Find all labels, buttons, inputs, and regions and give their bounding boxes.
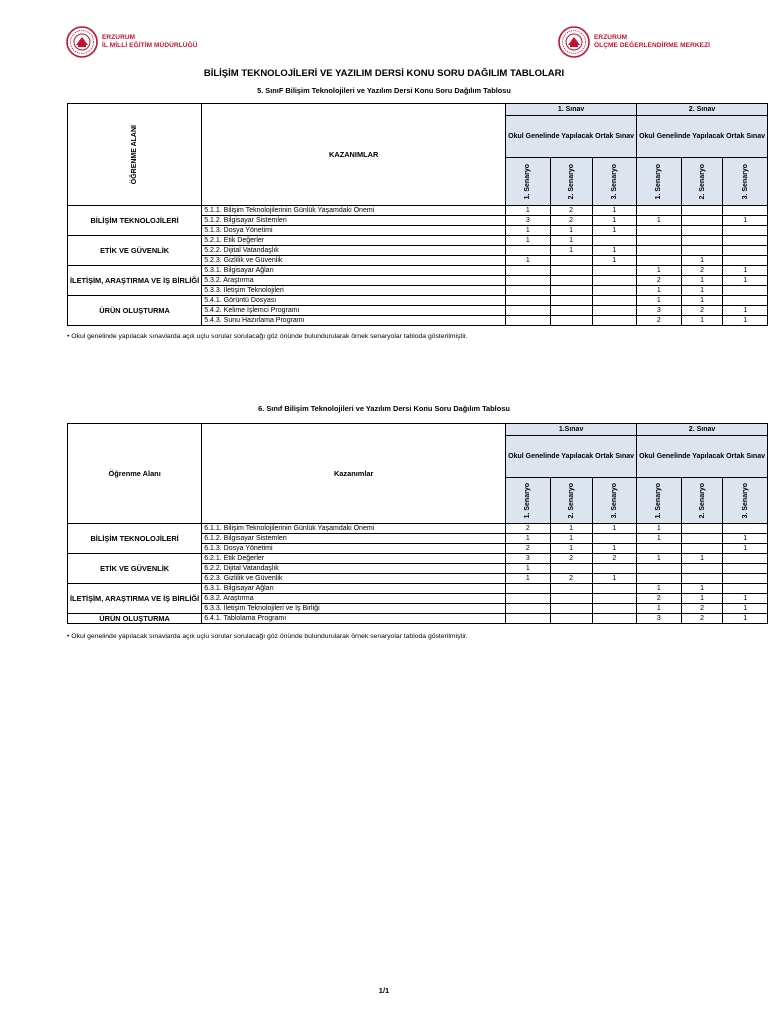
value-cell: 2 [637,276,682,286]
area-cell: BİLİŞİM TEKNOLOJİLERİ [68,206,202,236]
value-cell: 1 [723,216,768,226]
value-cell [681,524,723,534]
value-cell [592,276,637,286]
value-cell [550,296,592,306]
page-title: BİLİŞİM TEKNOLOJİLERİ VE YAZILIM DERSİ KONU SORU DAĞILIM TABLOLARI [203,68,565,79]
table-5-subtitle: 5. SınıF Bilişim Teknolojileri ve Yazılım Dersi Konu Soru Dağılım Tablosu [257,86,511,95]
area-cell: ÜRÜN OLUŞTURMA [68,296,202,326]
value-cell: 1 [681,286,723,296]
value-cell: 1 [681,276,723,286]
value-cell: 1 [723,276,768,286]
value-cell [681,226,723,236]
right-logo-line-2: ÖLÇME DEĞERLENDİRME MERKEZİ [594,42,711,49]
kazanim-cell: 5.3.2. Araştırma [202,276,506,286]
scenario-header: 1. Senaryo [655,163,663,200]
value-cell: 1 [637,554,682,564]
kazanim-cell: 5.3.1. Bilgisayar Ağları [202,266,506,276]
kazanim-cell: 6.4.1. Tablolama Programı [202,614,506,624]
value-cell [550,564,592,574]
value-cell: 1 [506,226,551,236]
value-cell: 1 [681,584,723,594]
value-cell: 1 [681,594,723,604]
value-cell [592,584,637,594]
value-cell: 1 [723,316,768,326]
value-cell [506,246,551,256]
odm-logo [558,26,710,58]
exam-2-header: 2. Sınav [637,104,768,116]
value-cell [723,564,768,574]
value-cell [592,236,637,246]
value-cell [592,286,637,296]
right-logo-line-1: ERZURUM [594,34,628,41]
value-cell: 2 [506,544,551,554]
value-cell: 1 [681,316,723,326]
left-logo-line-2: İL MİLLİ EĞİTİM MÜDÜRLÜĞÜ [102,42,198,49]
meb-seal-icon [558,26,590,58]
value-cell [506,266,551,276]
value-cell: 1 [550,544,592,554]
value-cell [637,246,682,256]
value-cell [723,296,768,306]
value-cell: 1 [637,604,682,614]
value-cell: 1 [506,206,551,216]
area-cell: BİLİŞİM TEKNOLOJİLERİ [68,524,202,554]
value-cell: 1 [723,266,768,276]
value-cell: 1 [592,524,637,534]
value-cell [592,316,637,326]
value-cell [681,236,723,246]
value-cell [550,316,592,326]
scenario-header: 3. Senaryo [610,482,618,519]
value-cell [681,534,723,544]
value-cell [506,296,551,306]
kazanim-cell: 6.1.3. Dosya Yönetimi [202,544,506,554]
value-cell [550,614,592,624]
value-cell: 3 [637,614,682,624]
value-cell: 3 [637,306,682,316]
area-cell: İLETİŞİM, ARAŞTIRMA VE İŞ BİRLİĞİ [68,266,202,296]
value-cell [637,544,682,554]
value-cell [681,564,723,574]
scenario-header: 2. Senaryo [698,163,706,200]
value-cell: 1 [550,534,592,544]
kazanim-cell: 5.4.1. Görüntü Dosyası [202,296,506,306]
value-cell [637,256,682,266]
value-cell [723,524,768,534]
value-cell [723,554,768,564]
value-cell: 1 [550,246,592,256]
table-row [68,296,768,306]
value-cell [506,604,551,614]
kazanim-cell: 6.2.2. Dijital Vatandaşlık [202,564,506,574]
value-cell: 1 [592,226,637,236]
value-cell: 1 [681,256,723,266]
kazanim-cell: 5.4.3. Sunu Hazırlama Programı [202,316,506,326]
value-cell [592,604,637,614]
scenario-header: 1. Senaryo [655,482,663,519]
exam-2-description: Okul Genelinde Yapılacak Ortak Sınav [637,116,768,158]
value-cell [637,564,682,574]
exam-1-header: 1.Sınav [506,424,637,436]
value-cell [723,226,768,236]
value-cell: 1 [637,286,682,296]
area-cell: ETİK VE GÜVENLİK [68,236,202,266]
value-cell: 1 [592,256,637,266]
value-cell [723,246,768,256]
value-cell: 2 [681,614,723,624]
value-cell: 2 [592,554,637,564]
value-cell: 1 [637,524,682,534]
kazanim-cell: 6.2.3. Gizlilik ve Güvenlik [202,574,506,584]
kazanim-header: Kazanımlar [202,424,506,524]
value-cell: 2 [637,594,682,604]
table-6-subtitle: 6. Sınıf Bilişim Teknolojileri ve Yazılım Dersi Konu Soru Dağılım Tablosu [258,404,510,413]
table-row [68,206,768,216]
value-cell [637,574,682,584]
value-cell [592,594,637,604]
value-cell [506,286,551,296]
value-cell [681,246,723,256]
value-cell: 1 [506,534,551,544]
value-cell [550,266,592,276]
value-cell [637,236,682,246]
kazanim-cell: 6.1.2. Bilgisayar Sistemleri [202,534,506,544]
value-cell [723,256,768,266]
table-row [68,236,768,246]
exam-1-description: Okul Genelinde Yapılacak Ortak Sınav [506,116,637,158]
value-cell [506,276,551,286]
kazanim-cell: 5.2.3. Gizlilik ve Güvenlik [202,256,506,266]
value-cell: 3 [506,216,551,226]
value-cell: 3 [506,554,551,564]
value-cell [550,604,592,614]
kazanim-header: KAZANIMLAR [202,104,506,206]
scenario-header: 3. Senaryo [610,163,618,200]
kazanim-cell: 6.3.1. Bilgisayar Ağları [202,584,506,594]
value-cell: 1 [506,574,551,584]
scenario-header: 2. Senaryo [698,482,706,519]
kazanim-cell: 5.1.2. Bilgisayar Sistemleri [202,216,506,226]
value-cell: 1 [723,534,768,544]
value-cell [723,584,768,594]
kazanim-cell: 6.3.3. İletişim Teknolojileri ve İş Birliği [202,604,506,614]
scenario-header: 1. Senaryo [524,163,532,200]
value-cell: 1 [723,614,768,624]
value-cell [506,594,551,604]
kazanim-cell: 6.3.2. Araştırma [202,594,506,604]
meb-logo [66,26,198,58]
value-cell: 2 [506,524,551,534]
value-cell [506,584,551,594]
table-row [68,266,768,276]
value-cell [592,614,637,624]
value-cell [723,236,768,246]
value-cell: 1 [592,574,637,584]
value-cell: 2 [550,574,592,584]
value-cell [550,276,592,286]
exam-1-description: Okul Genelinde Yapılacak Ortak Sınav [506,436,637,478]
scenario-header: 2. Senaryo [567,482,575,519]
exam-2-description: Okul Genelinde Yapılacak Ortak Sınav [637,436,768,478]
kazanim-cell: 6.1.1. Bilişim Teknolojilerinin Günlük Yaşamdaki Önemi [202,524,506,534]
kazanim-cell: 5.1.1. Bilişim Teknolojilerinin Günlük Yaşamdaki Önemi [202,206,506,216]
value-cell [723,286,768,296]
value-cell [592,534,637,544]
page-number: 1/1 [378,986,390,995]
value-cell: 1 [592,206,637,216]
value-cell: 1 [637,266,682,276]
kazanim-cell: 5.2.2. Dijital Vatandaşlık [202,246,506,256]
value-cell: 1 [592,246,637,256]
value-cell [506,316,551,326]
value-cell: 1 [592,544,637,554]
area-cell: ETİK VE GÜVENLİK [68,554,202,584]
value-cell: 2 [637,316,682,326]
scenario-header: 3. Senaryo [741,163,749,200]
scenario-header: 1. Senaryo [524,482,532,519]
value-cell [723,574,768,584]
value-cell [592,296,637,306]
area-cell: İLETİŞİM, ARAŞTIRMA VE İŞ BİRLİĞİ [68,584,202,614]
value-cell: 1 [550,236,592,246]
value-cell: 2 [550,206,592,216]
value-cell: 2 [681,266,723,276]
value-cell: 1 [637,216,682,226]
table-row [68,584,768,594]
table-6-note: • Okul genelinde yapılacak sınavlarda açık uçlu sorular sorulacağı göz önünde bulundurularak örnek senaryolar tabloda gösterilmiştir. [67,633,468,640]
value-cell [637,206,682,216]
exam-2-header: 2. Sınav [637,424,768,436]
value-cell: 2 [681,604,723,614]
table-row [68,614,768,624]
kazanim-cell: 5.3.3. İletişim Teknolojileri [202,286,506,296]
value-cell: 1 [723,544,768,554]
value-cell: 1 [550,226,592,236]
value-cell [550,594,592,604]
value-cell: 1 [723,604,768,614]
kazanim-cell: 6.2.1. Etik Değerler [202,554,506,564]
kazanim-cell: 5.4.2. Kelime İşlemci Programı [202,306,506,316]
area-cell: ÜRÜN OLUŞTURMA [68,614,202,624]
value-cell [681,574,723,584]
value-cell: 1 [550,524,592,534]
value-cell [506,614,551,624]
value-cell: 2 [550,216,592,226]
kazanim-cell: 5.2.1. Etik Değerler [202,236,506,246]
table-6 [67,423,768,624]
value-cell: 1 [506,564,551,574]
table-row [68,554,768,564]
value-cell: 1 [681,554,723,564]
value-cell [550,584,592,594]
area-header-cell [68,104,202,206]
value-cell: 1 [506,256,551,266]
value-cell [592,306,637,316]
value-cell: 2 [550,554,592,564]
value-cell: 1 [723,306,768,316]
area-header: Öğrenme Alanı [68,424,202,524]
table-row [68,524,768,534]
exam-1-header: 1. Sınav [506,104,637,116]
scenario-header: 3. Senaryo [741,482,749,519]
value-cell [637,226,682,236]
meb-seal-icon [66,26,98,58]
value-cell [723,206,768,216]
value-cell: 2 [681,306,723,316]
left-logo-line-1: ERZURUM [102,34,136,41]
table-5 [67,103,768,326]
value-cell: 1 [506,236,551,246]
value-cell [592,266,637,276]
value-cell [681,544,723,554]
value-cell [550,306,592,316]
value-cell: 1 [592,216,637,226]
value-cell [681,216,723,226]
area-header: ÖĞRENME ALANI [131,124,139,185]
table-5-note: • Okul genelinde yapılacak sınavlarda açık uçlu sorular sorulacağı göz önünde bulundurularak örnek senaryolar tabloda gösterilmiştir. [67,333,468,340]
value-cell [506,306,551,316]
value-cell [550,286,592,296]
value-cell: 1 [723,594,768,604]
value-cell [592,564,637,574]
value-cell: 1 [681,296,723,306]
value-cell: 1 [637,534,682,544]
value-cell: 1 [637,296,682,306]
value-cell: 1 [637,584,682,594]
kazanim-cell: 5.1.3. Dosya Yönetimi [202,226,506,236]
scenario-header: 2. Senaryo [567,163,575,200]
value-cell [550,256,592,266]
value-cell [681,206,723,216]
